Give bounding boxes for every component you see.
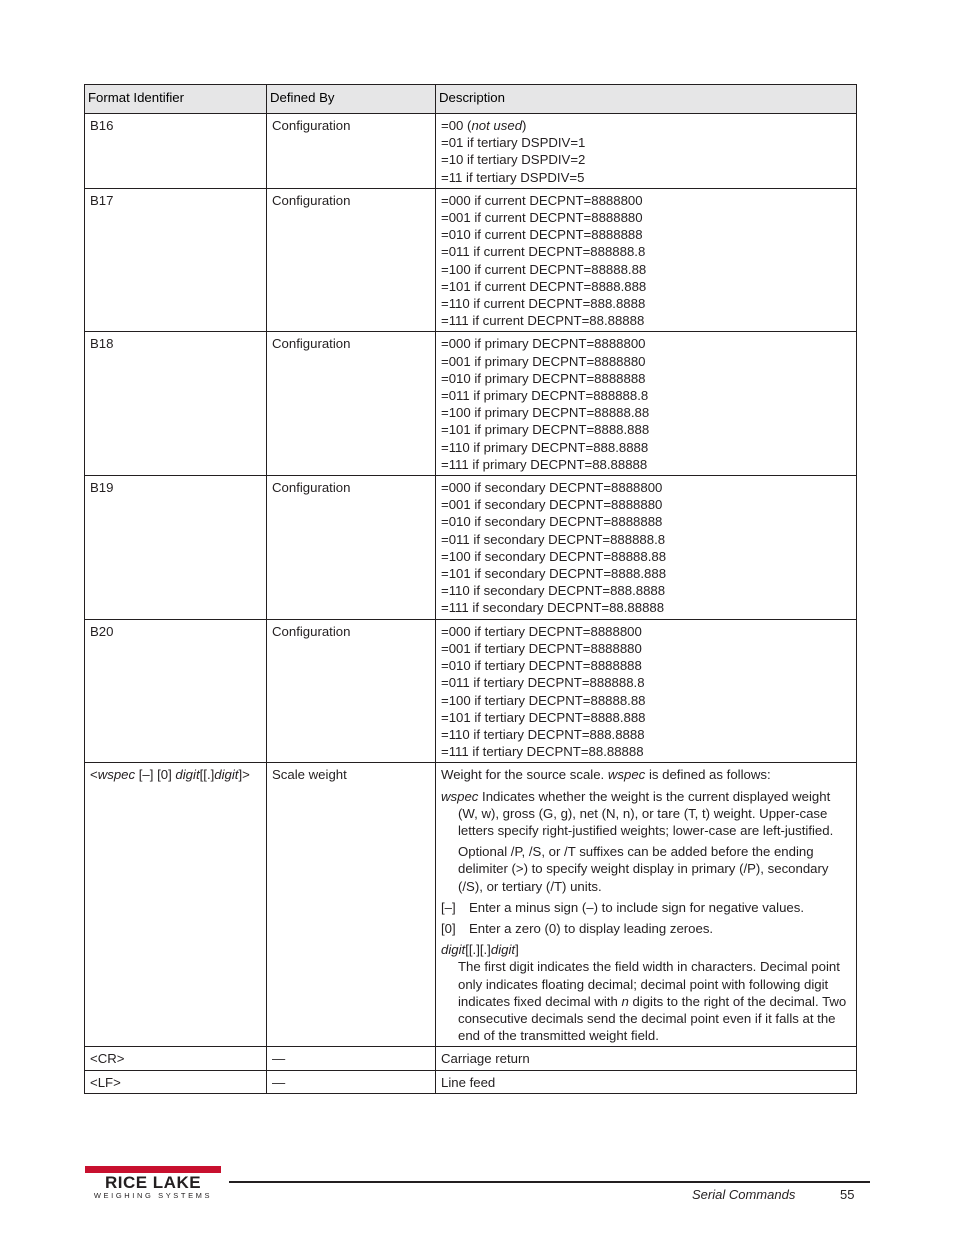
format-id-cell: B18	[85, 332, 267, 476]
footer-section-title: Serial Commands	[692, 1187, 796, 1202]
leading-zero-option: [0] Enter a zero (0) to display leading zeroes.	[441, 920, 714, 936]
table-row-wspec	[85, 763, 857, 1047]
description-cell: Line feed	[436, 1070, 857, 1093]
format-id-cell: B20	[85, 619, 267, 763]
description-line: =000 if secondary DECPNT=8888800	[441, 480, 663, 496]
description-line: =000 if primary DECPNT=8888800	[441, 336, 646, 352]
description-cell	[436, 114, 857, 189]
table-row	[85, 1047, 857, 1070]
logo-wordmark: RICE LAKE	[104, 1173, 202, 1192]
description-line: =001 if tertiary DECPNT=8888880	[441, 640, 642, 656]
description-line: =110 if tertiary DECPNT=888.8888	[441, 726, 645, 742]
minus-sign-option: [–] Enter a minus sign (–) to include sign for negative values.	[441, 899, 804, 915]
table-row	[85, 619, 857, 763]
description-line: =001 if primary DECPNT=8888880	[441, 353, 646, 369]
format-id-cell: B17	[85, 188, 267, 332]
description-line: =001 if secondary DECPNT=8888880	[441, 497, 663, 513]
header-description: Description	[436, 85, 857, 114]
description-line: =100 if secondary DECPNT=88888.88	[441, 548, 667, 564]
description-line: =100 if tertiary DECPNT=88888.88	[441, 692, 646, 708]
wspec-intro: Weight for the source scale. wspec is defined as follows:	[441, 767, 771, 783]
defined-by-cell: —	[267, 1070, 436, 1093]
description-line: =111 if tertiary DECPNT=88.88888	[441, 744, 644, 760]
description-line: =00 (not used)	[441, 118, 527, 133]
description-cell	[436, 188, 857, 332]
description-line: =111 if current DECPNT=88.88888	[441, 313, 645, 329]
format-id-cell: <CR>	[85, 1047, 267, 1070]
description-line: =111 if secondary DECPNT=88.88888	[441, 600, 665, 616]
logo-tagline: WEIGHING SYSTEMS	[93, 1191, 213, 1200]
table-row	[85, 476, 857, 620]
description-line: =101 if secondary DECPNT=8888.888	[441, 566, 667, 582]
description-line: =101 if tertiary DECPNT=8888.888	[441, 709, 646, 725]
description-line: =101 if primary DECPNT=8888.888	[441, 422, 650, 438]
format-id-cell: B19	[85, 476, 267, 620]
description-cell	[436, 476, 857, 620]
description-line: =110 if primary DECPNT=888.8888	[441, 439, 649, 455]
description-line: =011 if current DECPNT=888888.8	[441, 244, 646, 260]
table-row	[85, 1070, 857, 1093]
description-line: =011 if primary DECPNT=888888.8	[441, 388, 649, 404]
table-row	[85, 114, 857, 189]
format-identifier-table	[84, 84, 857, 1094]
description-line: =001 if current DECPNT=8888880	[441, 210, 643, 226]
header-defined-by: Defined By	[267, 85, 436, 114]
logo-red-bar	[85, 1166, 221, 1173]
description-line: =010 if secondary DECPNT=8888888	[441, 514, 663, 530]
defined-by-cell: Scale weight	[267, 763, 436, 1047]
description-line: =100 if primary DECPNT=88888.88	[441, 405, 650, 421]
description-line: =010 if current DECPNT=8888888	[441, 227, 643, 243]
table-header-row	[85, 85, 857, 114]
description-line: =111 if primary DECPNT=88.88888	[441, 456, 648, 472]
description-cell	[436, 619, 857, 763]
description-line: =010 if primary DECPNT=8888888	[441, 370, 646, 386]
table-row	[85, 188, 857, 332]
digit-term: digit[[.][.]digit]	[441, 942, 519, 958]
rice-lake-logo	[85, 1166, 221, 1200]
description-line: =11 if tertiary DSPDIV=5	[441, 169, 585, 185]
digit-definition: The first digit indicates the field width in characters. Decimal point only indicates floating decimal; decimal point with following digit indicates fixed decimal with n digits to the right of the decimal. Two consecutive decimals send the decimal point even if it falls at the end of the transmitted weight field.	[458, 959, 847, 1044]
description-line: =110 if current DECPNT=888.8888	[441, 296, 646, 312]
description-line: =10 if tertiary DSPDIV=2	[441, 152, 586, 168]
description-line: =011 if tertiary DECPNT=888888.8	[441, 675, 645, 691]
description-cell: Carriage return	[436, 1047, 857, 1070]
wspec-definition: wspec Indicates whether the weight is the current displayed weight (W, w), gross (G, g), net (N, n), or tare (T, t) weight. Upper-case letters specify right-justified weights; lower-case are left-justified.	[441, 788, 834, 838]
description-line: =110 if secondary DECPNT=888.8888	[441, 583, 666, 599]
wspec-suffix-note: Optional /P, /S, or /T suffixes can be added before the ending delimiter (>) to specify weight display in primary (/P), secondary (/S), or tertiary (/T) units.	[458, 844, 829, 894]
description-line: =010 if tertiary DECPNT=8888888	[441, 658, 642, 674]
footer-page-number: 55	[840, 1187, 855, 1202]
description-line: =101 if current DECPNT=8888.888	[441, 278, 647, 294]
footer-rule	[229, 1181, 870, 1183]
format-id-cell: B16	[85, 114, 267, 189]
defined-by-cell: —	[267, 1047, 436, 1070]
defined-by-cell: Configuration	[267, 188, 436, 332]
description-line: =011 if secondary DECPNT=888888.8	[441, 531, 666, 547]
header-format-identifier: Format Identifier	[85, 85, 267, 114]
description-cell	[436, 763, 857, 1047]
defined-by-cell: Configuration	[267, 619, 436, 763]
description-cell	[436, 332, 857, 476]
description-line: =000 if current DECPNT=8888800	[441, 192, 643, 208]
description-line: =000 if tertiary DECPNT=8888800	[441, 623, 642, 639]
format-id-cell: <wspec [–] [0] digit[[.]digit]>	[85, 763, 267, 1047]
description-line: =01 if tertiary DSPDIV=1	[441, 135, 586, 151]
defined-by-cell: Configuration	[267, 332, 436, 476]
defined-by-cell: Configuration	[267, 114, 436, 189]
description-line: =100 if current DECPNT=88888.88	[441, 261, 647, 277]
defined-by-cell: Configuration	[267, 476, 436, 620]
format-id-cell: <LF>	[85, 1070, 267, 1093]
table-row	[85, 332, 857, 476]
